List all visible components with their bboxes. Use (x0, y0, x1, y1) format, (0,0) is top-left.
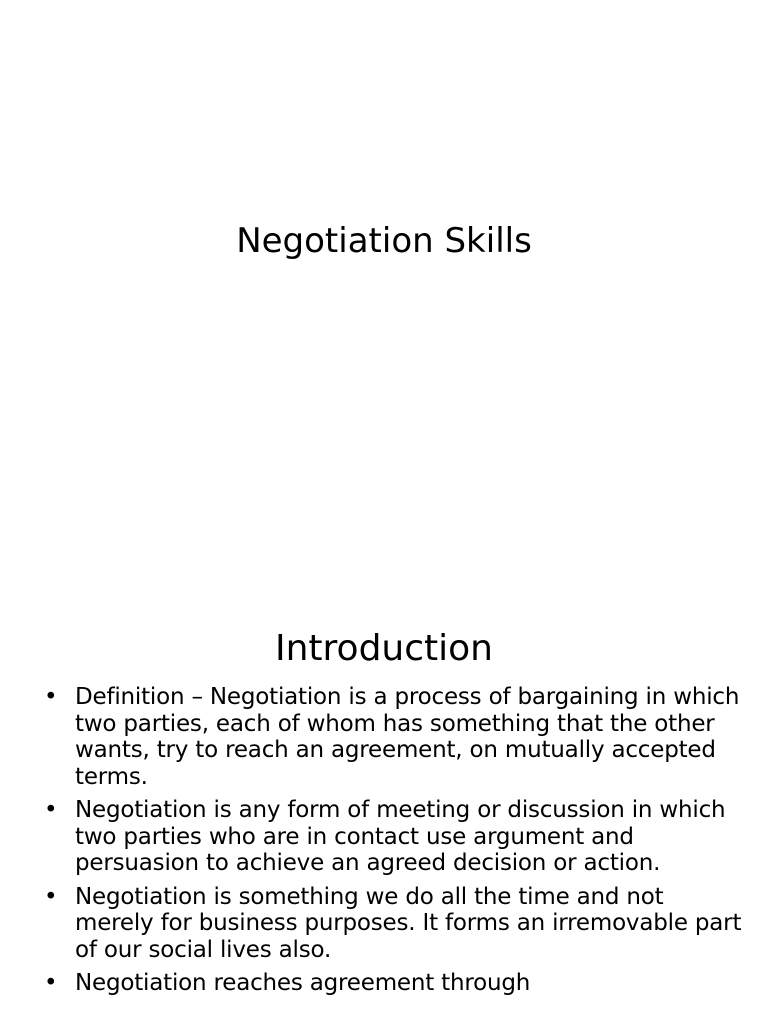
bullet-item (44, 970, 744, 997)
bullet-list (44, 684, 744, 1004)
bullet-text: Negotiation reaches agreement through (75, 970, 531, 996)
slide-title: Negotiation Skills (236, 221, 532, 261)
bullet-icon: • (44, 797, 58, 823)
bullet-icon: • (44, 684, 58, 710)
bullet-icon: • (44, 970, 58, 996)
bullet-item (44, 884, 744, 964)
bullet-text: Negotiation is something we do all the time and not merely for business purposes. It forms an irremovable part of our social lives also. (75, 883, 742, 963)
bullet-icon: • (44, 883, 58, 910)
introduction-slide (0, 576, 768, 1024)
bullet-item (44, 797, 744, 877)
bullet-item (44, 684, 744, 790)
bullet-text: Definition – Negotiation is a process of bargaining in which two parties, each of whom has something that the other wants, try to reach an agreement, on mutually accepted terms. (75, 684, 740, 790)
bullet-text: Negotiation is any form of meeting or discussion in which two parties who are in contact use argument and persuasion to achieve an agreed decision or action. (75, 797, 726, 876)
slide-heading: Introduction (274, 628, 493, 669)
